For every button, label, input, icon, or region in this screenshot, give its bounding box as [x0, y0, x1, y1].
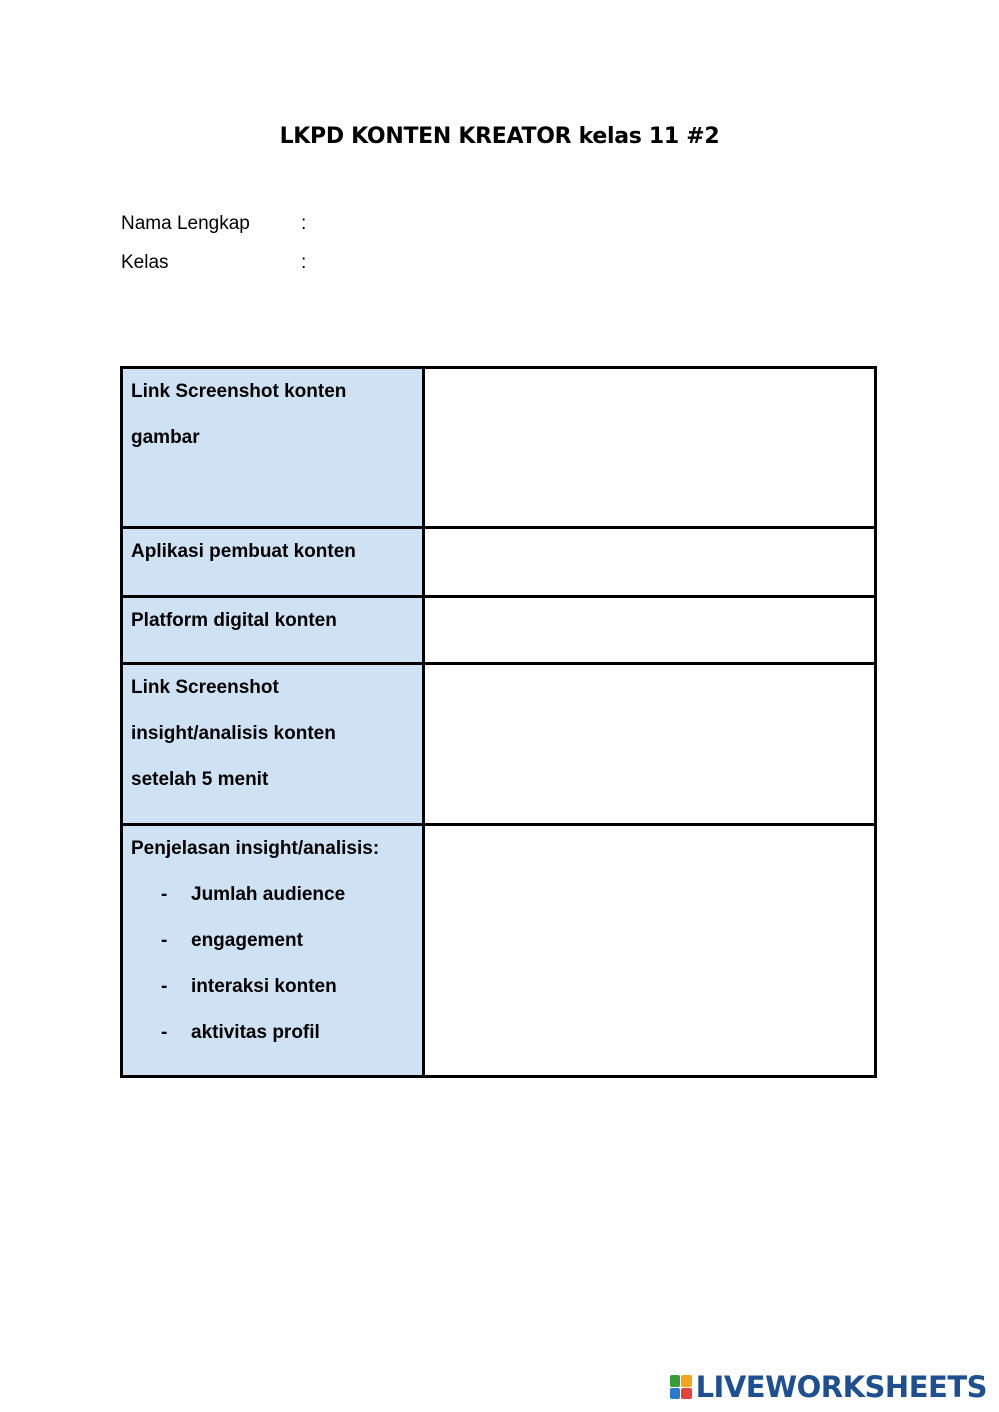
- class-colon: :: [301, 252, 307, 273]
- answer-screenshot-insight-input[interactable]: [425, 665, 874, 820]
- logo-square: [681, 1375, 692, 1387]
- answer-cell[interactable]: [424, 825, 876, 1077]
- row-label-app: [122, 528, 424, 597]
- label-line: Penjelasan insight/analisis:: [131, 838, 380, 859]
- label-line: Link Screenshot konten: [131, 381, 347, 402]
- bullet-text: aktivitas profil: [191, 1022, 320, 1043]
- list-item: [131, 918, 414, 964]
- table-row: [122, 597, 876, 664]
- table-row: [122, 528, 876, 597]
- row-label-platform: [122, 597, 424, 664]
- list-item: [131, 964, 414, 1010]
- bullet-dash: -: [161, 976, 168, 997]
- answer-screenshot-image-input[interactable]: [425, 369, 874, 523]
- worksheet-table: [120, 366, 877, 1078]
- bullet-text: interaksi konten: [191, 976, 337, 997]
- liveworksheets-icon: [670, 1375, 692, 1399]
- answer-explanation-input[interactable]: [425, 826, 874, 1072]
- table-row: [122, 368, 876, 528]
- table-row: [122, 825, 876, 1077]
- logo-square: [670, 1388, 681, 1400]
- page-title: LKPD KONTEN KREATOR kelas 11 #2: [279, 124, 720, 149]
- row-label-screenshot-insight: [122, 664, 424, 825]
- answer-cell[interactable]: [424, 528, 876, 597]
- name-label: Nama Lengkap: [121, 213, 250, 234]
- bullet-dash: -: [161, 1022, 168, 1043]
- label-line: insight/analisis konten: [131, 723, 336, 744]
- bullet-text: Jumlah audience: [191, 884, 346, 905]
- class-input[interactable]: [317, 250, 869, 276]
- row-label-screenshot-image: [122, 368, 424, 528]
- label-line: Link Screenshot: [131, 677, 279, 698]
- class-label: Kelas: [121, 252, 169, 273]
- table-row: [122, 664, 876, 825]
- bullet-list: [131, 872, 414, 1056]
- logo-square: [681, 1388, 692, 1400]
- answer-app-input[interactable]: [425, 529, 874, 592]
- logo-square: [670, 1375, 681, 1387]
- name-input[interactable]: [317, 211, 869, 237]
- liveworksheets-logo[interactable]: [670, 1370, 987, 1404]
- answer-platform-input[interactable]: [425, 598, 874, 659]
- label-line: gambar: [131, 427, 200, 448]
- label-line: Aplikasi pembuat konten: [131, 541, 356, 562]
- name-colon: :: [301, 213, 307, 234]
- list-item: [131, 1010, 414, 1056]
- label-line: Platform digital konten: [131, 610, 337, 631]
- list-item: [131, 872, 414, 918]
- label-line: setelah 5 menit: [131, 769, 269, 790]
- answer-cell[interactable]: [424, 597, 876, 664]
- bullet-text: engagement: [191, 930, 303, 951]
- bullet-dash: -: [161, 884, 168, 905]
- logo-text: LIVEWORKSHEETS: [695, 1370, 987, 1404]
- answer-cell[interactable]: [424, 368, 876, 528]
- answer-cell[interactable]: [424, 664, 876, 825]
- bullet-dash: -: [161, 930, 168, 951]
- row-label-explanation: [122, 825, 424, 1077]
